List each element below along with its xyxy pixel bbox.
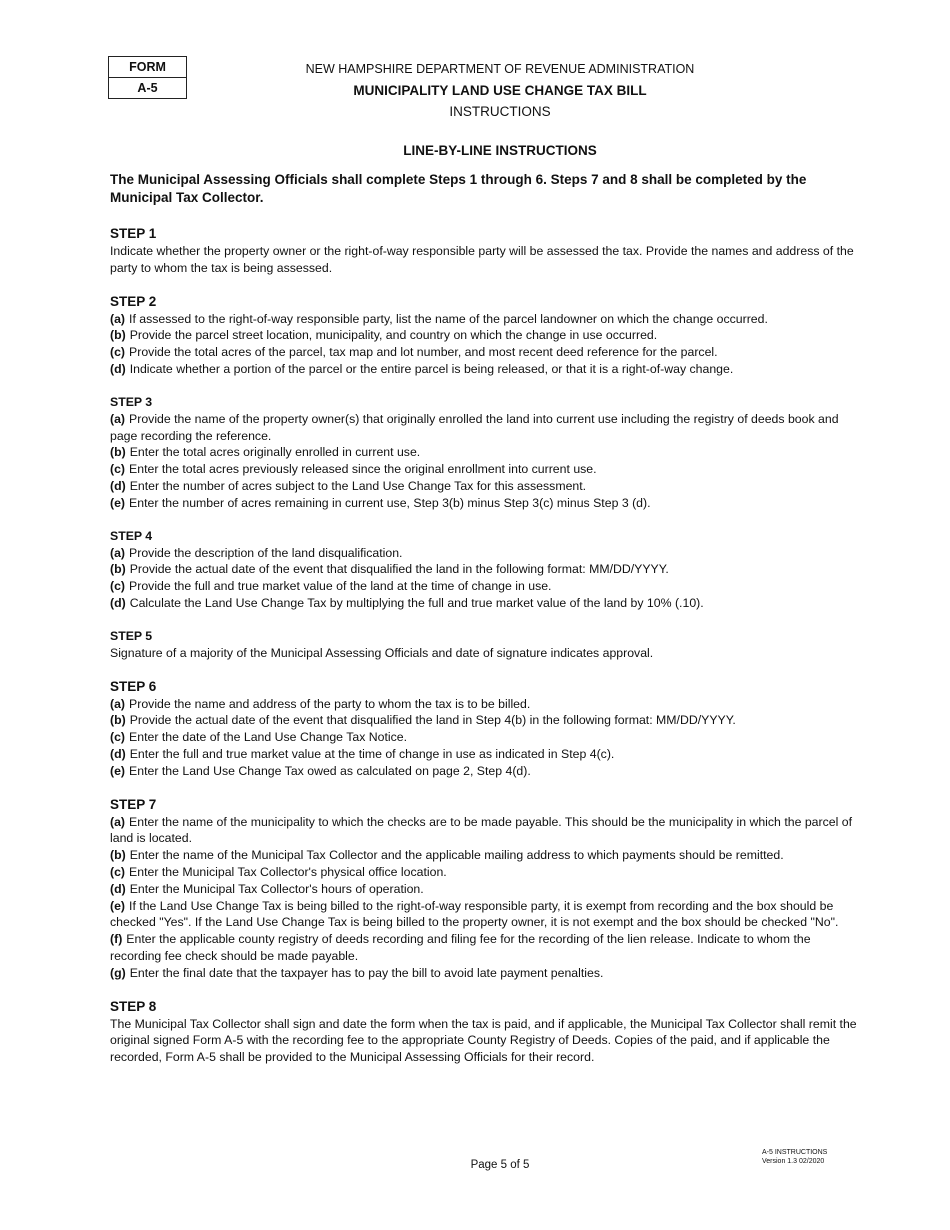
item-text: If the Land Use Change Tax is being billed to the right-of-way responsible party, it is exempt from recording and the box should be checked "Yes". If the Land Use Change Tax is being billed to the property owner, it is not exempt and the box should be checked "No". [110, 898, 839, 930]
section-title: LINE-BY-LINE INSTRUCTIONS [403, 143, 597, 158]
step-item [110, 344, 860, 361]
step-title: STEP 4 [110, 528, 153, 543]
step-item [110, 931, 860, 965]
step-title: STEP 2 [110, 293, 157, 309]
item-letter: (e) [110, 763, 126, 778]
item-letter: (a) [110, 545, 126, 560]
item-letter: (b) [110, 328, 126, 343]
step-item [110, 847, 860, 864]
item-letter: (b) [110, 848, 126, 863]
form-label: FORM [109, 57, 186, 78]
item-letter: (a) [110, 814, 126, 829]
step-item [110, 561, 860, 578]
step-item [110, 712, 860, 729]
item-text: Indicate whether a portion of the parcel or the entire parcel is being released, or that it is a right-of-way change. [129, 361, 734, 376]
item-text: Enter the final date that the taxpayer has to pay the bill to avoid late payment penalties. [129, 965, 604, 980]
item-letter: (e) [110, 898, 126, 913]
item-text: Enter the applicable county registry of deeds recording and filing fee for the recording of the lien release. Indicate to whom the recording fee check should be made payable. [110, 932, 811, 963]
item-text: If assessed to the right-of-way responsible party, list the name of the parcel landowner on which the change occurred. [129, 311, 768, 326]
document-title: MUNICIPALITY LAND USE CHANGE TAX BILL [353, 83, 647, 98]
step-item [110, 311, 860, 328]
form-code: A-5 [137, 81, 158, 95]
step-item [110, 814, 860, 848]
step-item [110, 545, 860, 562]
item-letter: (g) [110, 965, 126, 980]
item-text: Enter the name of the Municipal Tax Collector and the applicable mailing address to which payments should be remitted. [129, 848, 784, 863]
item-text: Provide the actual date of the event that disqualified the land in Step 4(b) in the following format: MM/DD/YYYY. [129, 713, 736, 728]
step-paragraph: Indicate whether the property owner or the right-of-way responsible party will be assessed the tax. Provide the names and address of the party to whom the tax is being assessed. [110, 244, 854, 275]
instructions-body [110, 171, 860, 1082]
step-5 [110, 628, 860, 662]
item-letter: (b) [110, 445, 126, 460]
step-item [110, 361, 860, 378]
step-title: STEP 3 [110, 394, 153, 409]
item-letter: (d) [110, 595, 126, 610]
step-item [110, 696, 860, 713]
item-letter: (d) [110, 746, 126, 761]
step-item [110, 461, 860, 478]
item-text: Enter the name of the municipality to which the checks are to be made payable. This should be the municipality in which the parcel of land is located. [110, 814, 852, 846]
step-item [110, 578, 860, 595]
item-text: Provide the parcel street location, municipality, and country on which the change in use occurred. [129, 328, 658, 343]
item-text: Provide the description of the land disqualification. [129, 545, 403, 560]
item-letter: (b) [110, 713, 126, 728]
step-paragraph: The Municipal Tax Collector shall sign and date the form when the tax is paid, and if applicable, the Municipal Tax Collector shall remit the original signed Form A-5 with the recording fee to the appropriate County Registry of Deeds. Copies of the paid, and if applicable the recorded, Form A-5 shall be provided to the Municipal Assessing Officials for their record. [110, 1016, 857, 1065]
step-item [110, 478, 860, 495]
step-1 [110, 225, 860, 277]
item-text: Enter the Municipal Tax Collector's physical office location. [129, 864, 447, 879]
item-letter: (a) [110, 411, 126, 426]
step-title: STEP 6 [110, 678, 157, 694]
item-text: Enter the total acres previously released since the original enrollment into current use. [129, 462, 597, 477]
doc-id: A-5 INSTRUCTIONS [762, 1149, 828, 1156]
item-text: Enter the Municipal Tax Collector's hours of operation. [129, 881, 424, 896]
item-text: Provide the full and true market value of the land at the time of change in use. [129, 579, 552, 594]
document-subtitle: INSTRUCTIONS [449, 104, 551, 119]
item-letter: (c) [110, 864, 126, 879]
step-7 [110, 796, 860, 982]
form-id-box [108, 56, 187, 99]
step-2 [110, 293, 860, 378]
step-item [110, 763, 860, 780]
intro-text: The Municipal Assessing Officials shall complete Steps 1 through 6. Steps 7 and 8 shall be completed by the Municipal Tax Collector. [110, 172, 807, 205]
item-letter: (e) [110, 495, 126, 510]
department-name: NEW HAMPSHIRE DEPARTMENT OF REVENUE ADMINISTRATION [305, 62, 695, 76]
step-item [110, 864, 860, 881]
step-4 [110, 528, 860, 612]
item-letter: (a) [110, 696, 126, 711]
item-text: Provide the name and address of the party to whom the tax is to be billed. [129, 696, 531, 711]
item-letter: (c) [110, 730, 126, 745]
item-letter: (c) [110, 462, 126, 477]
version-label: Version 1.3 02/2020 [762, 1157, 825, 1165]
item-text: Enter the total acres originally enrolled in current use. [129, 445, 421, 460]
item-text: Provide the name of the property owner(s) that originally enrolled the land into current use including the registry of deeds book and page recording the reference. [110, 411, 839, 443]
step-item [110, 495, 860, 512]
version-info [762, 1149, 827, 1166]
step-item [110, 327, 860, 344]
step-item [110, 881, 860, 898]
item-letter: (d) [110, 881, 126, 896]
step-3 [110, 394, 860, 512]
step-paragraph: Signature of a majority of the Municipal Assessing Officials and date of signature indicates approval. [110, 645, 654, 660]
item-text: Provide the total acres of the parcel, tax map and lot number, and most recent deed reference for the parcel. [129, 345, 718, 360]
item-text: Enter the number of acres subject to the Land Use Change Tax for this assessment. [129, 478, 587, 493]
step-title: STEP 8 [110, 998, 157, 1014]
item-text: Enter the full and true market value at the time of change in use as indicated in Step 4(c). [129, 746, 615, 761]
item-letter: (d) [110, 361, 126, 376]
item-text: Enter the date of the Land Use Change Tax Notice. [129, 730, 408, 745]
item-text: Provide the actual date of the event that disqualified the land in the following format: MM/DD/YYYY. [129, 562, 669, 577]
item-letter: (a) [110, 311, 126, 326]
step-6 [110, 678, 860, 780]
page-number: Page 5 of 5 [470, 1159, 530, 1171]
item-letter: (c) [110, 345, 126, 360]
item-text: Calculate the Land Use Change Tax by multiplying the full and true market value of the land by 10% (.10). [129, 595, 704, 610]
step-title: STEP 5 [110, 628, 153, 643]
step-item [110, 965, 860, 982]
item-letter: (d) [110, 478, 126, 493]
step-8 [110, 998, 860, 1066]
step-item [110, 729, 860, 746]
item-text: Enter the number of acres remaining in current use, Step 3(b) minus Step 3(c) minus Step 3 (d). [129, 495, 651, 510]
item-letter: (f) [110, 932, 123, 947]
item-letter: (b) [110, 562, 126, 577]
item-letter: (c) [110, 579, 126, 594]
step-item [110, 746, 860, 763]
step-item [110, 898, 860, 932]
step-item [110, 595, 860, 612]
step-title: STEP 1 [110, 226, 157, 241]
item-text: Enter the Land Use Change Tax owed as calculated on page 2, Step 4(d). [129, 763, 531, 778]
step-title: STEP 7 [110, 796, 157, 812]
step-item [110, 444, 860, 461]
step-item [110, 411, 860, 445]
